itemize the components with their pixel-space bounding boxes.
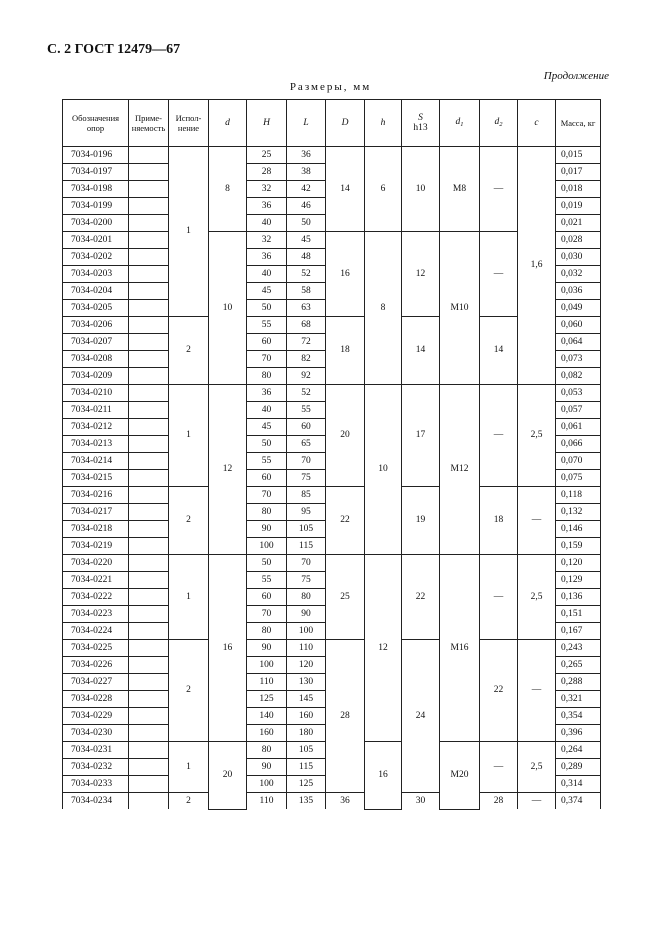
cell-applicability: [129, 521, 169, 538]
cell-designation: 7034-0205: [63, 300, 129, 317]
cell-S: 22: [402, 555, 440, 640]
cell-mass: 0,314: [556, 776, 601, 793]
cell-designation: 7034-0230: [63, 725, 129, 742]
cell-L: 60: [287, 419, 326, 436]
cell-designation: 7034-0213: [63, 436, 129, 453]
cell-H: 100: [247, 538, 287, 555]
cell-L: 180: [287, 725, 326, 742]
cell-mass: 0,057: [556, 402, 601, 419]
cell-L: 110: [287, 640, 326, 657]
cell-H: 80: [247, 742, 287, 759]
cell-D: 36: [326, 793, 365, 810]
cell-applicability: [129, 419, 169, 436]
cell-L: 130: [287, 674, 326, 691]
cell-L: 160: [287, 708, 326, 725]
cell-applicability: [129, 181, 169, 198]
col-S-label: S: [418, 113, 423, 123]
cell-h: 6: [365, 147, 402, 232]
cell-mass: 0,030: [556, 249, 601, 266]
cell-designation: 7034-0198: [63, 181, 129, 198]
cell-H: 45: [247, 419, 287, 436]
cell-d1: M12: [440, 385, 480, 555]
cell-applicability: [129, 470, 169, 487]
cell-S: 10: [402, 147, 440, 232]
cell-mass: 0,396: [556, 725, 601, 742]
cell-mass: 0,082: [556, 368, 601, 385]
table-header-row: [63, 100, 601, 147]
cell-L: 75: [287, 572, 326, 589]
cell-applicability: [129, 385, 169, 402]
cell-mass: 0,049: [556, 300, 601, 317]
cell-c: 2,5: [518, 742, 556, 793]
cell-designation: 7034-0211: [63, 402, 129, 419]
cell-H: 90: [247, 521, 287, 538]
cell-mass: 0,061: [556, 419, 601, 436]
cell-d1: M10: [440, 232, 480, 385]
cell-d1: M16: [440, 555, 480, 742]
cell-applicability: [129, 266, 169, 283]
cell-applicability: [129, 640, 169, 657]
cell-mass: 0,151: [556, 606, 601, 623]
cell-applicability: [129, 351, 169, 368]
cell-applicability: [129, 708, 169, 725]
table-row: [63, 793, 601, 810]
cell-d2: —: [480, 232, 518, 317]
cell-d2: —: [480, 742, 518, 793]
cell-variant: 1: [169, 555, 209, 640]
cell-mass: 0,146: [556, 521, 601, 538]
cell-d: 8: [209, 147, 247, 232]
cell-applicability: [129, 674, 169, 691]
cell-applicability: [129, 725, 169, 742]
cell-d2: 14: [480, 317, 518, 385]
cell-d2: —: [480, 385, 518, 487]
cell-H: 50: [247, 300, 287, 317]
cell-h: 16: [365, 742, 402, 810]
continuation-note: Продолжение: [543, 70, 609, 82]
cell-D: 20: [326, 385, 365, 487]
cell-H: 45: [247, 283, 287, 300]
col-L: L: [287, 100, 326, 147]
cell-L: 42: [287, 181, 326, 198]
cell-designation: 7034-0218: [63, 521, 129, 538]
cell-applicability: [129, 164, 169, 181]
cell-applicability: [129, 215, 169, 232]
cell-designation: 7034-0202: [63, 249, 129, 266]
cell-designation: 7034-0217: [63, 504, 129, 521]
cell-L: 70: [287, 555, 326, 572]
cell-mass: 0,064: [556, 334, 601, 351]
col-d2-label: d: [494, 116, 500, 127]
cell-designation: 7034-0220: [63, 555, 129, 572]
cell-H: 50: [247, 555, 287, 572]
cell-D: 25: [326, 555, 365, 640]
cell-mass: 0,015: [556, 147, 601, 164]
cell-c: 1,6: [518, 147, 556, 385]
cell-L: 105: [287, 521, 326, 538]
col-H: H: [247, 100, 287, 147]
cell-variant: 1: [169, 742, 209, 793]
cell-designation: 7034-0215: [63, 470, 129, 487]
cell-L: 105: [287, 742, 326, 759]
col-S-tolerance: h13: [413, 123, 428, 133]
table-row: [63, 640, 601, 657]
cell-applicability: [129, 300, 169, 317]
cell-c: —: [518, 793, 556, 810]
cell-designation: 7034-0227: [63, 674, 129, 691]
cell-applicability: [129, 249, 169, 266]
cell-H: 100: [247, 776, 287, 793]
cell-L: 72: [287, 334, 326, 351]
cell-applicability: [129, 623, 169, 640]
cell-designation: 7034-0216: [63, 487, 129, 504]
cell-mass: 0,321: [556, 691, 601, 708]
cell-variant: 2: [169, 487, 209, 555]
cell-L: 120: [287, 657, 326, 674]
dimensions-caption: Размеры, мм: [289, 81, 372, 93]
cell-designation: 7034-0204: [63, 283, 129, 300]
cell-designation: 7034-0206: [63, 317, 129, 334]
cell-applicability: [129, 555, 169, 572]
cell-designation: 7034-0228: [63, 691, 129, 708]
cell-c: 2,5: [518, 555, 556, 640]
cell-H: 36: [247, 385, 287, 402]
cell-H: 60: [247, 470, 287, 487]
cell-applicability: [129, 402, 169, 419]
cell-S: 17: [402, 385, 440, 487]
cell-H: 80: [247, 368, 287, 385]
cell-H: 32: [247, 232, 287, 249]
cell-H: 70: [247, 487, 287, 504]
cell-H: 36: [247, 198, 287, 215]
cell-d2: —: [480, 555, 518, 640]
cell-d2: 18: [480, 487, 518, 555]
cell-d2: 28: [480, 793, 518, 810]
cell-S: 19: [402, 487, 440, 555]
cell-mass: 0,289: [556, 759, 601, 776]
cell-S: 12: [402, 232, 440, 317]
cell-designation: 7034-0197: [63, 164, 129, 181]
cell-mass: 0,060: [556, 317, 601, 334]
cell-variant: 1: [169, 385, 209, 487]
cell-mass: 0,120: [556, 555, 601, 572]
cell-applicability: [129, 691, 169, 708]
cell-mass: 0,075: [556, 470, 601, 487]
col-variant: Испол- нение: [169, 100, 209, 147]
cell-applicability: [129, 504, 169, 521]
cell-d1: M8: [440, 147, 480, 232]
cell-L: 85: [287, 487, 326, 504]
cell-H: 55: [247, 572, 287, 589]
cell-L: 125: [287, 776, 326, 793]
cell-designation: 7034-0233: [63, 776, 129, 793]
cell-L: 48: [287, 249, 326, 266]
col-h: h: [365, 100, 402, 147]
cell-H: 32: [247, 181, 287, 198]
cell-H: 100: [247, 657, 287, 674]
cell-d1: M20: [440, 742, 480, 810]
cell-L: 145: [287, 691, 326, 708]
cell-S: 30: [402, 793, 440, 810]
cell-h: 10: [365, 385, 402, 555]
cell-L: 92: [287, 368, 326, 385]
cell-applicability: [129, 368, 169, 385]
cell-mass: 0,018: [556, 181, 601, 198]
cell-applicability: [129, 589, 169, 606]
cell-H: 28: [247, 164, 287, 181]
cell-H: 36: [247, 249, 287, 266]
cell-H: 40: [247, 215, 287, 232]
cell-designation: 7034-0226: [63, 657, 129, 674]
cell-H: 60: [247, 589, 287, 606]
cell-d: 20: [209, 742, 247, 810]
cell-designation: 7034-0225: [63, 640, 129, 657]
col-designation: Обозначения опор: [63, 100, 129, 147]
cell-d2: 22: [480, 640, 518, 742]
col-d1-sub: 1: [460, 120, 464, 128]
cell-L: 90: [287, 606, 326, 623]
cell-designation: 7034-0199: [63, 198, 129, 215]
cell-H: 70: [247, 351, 287, 368]
cell-applicability: [129, 232, 169, 249]
cell-mass: 0,053: [556, 385, 601, 402]
cell-designation: 7034-0219: [63, 538, 129, 555]
cell-applicability: [129, 606, 169, 623]
cell-mass: 0,070: [556, 453, 601, 470]
cell-L: 50: [287, 215, 326, 232]
cell-c: 2,5: [518, 385, 556, 487]
cell-designation: 7034-0208: [63, 351, 129, 368]
cell-designation: 7034-0200: [63, 215, 129, 232]
cell-d2: —: [480, 147, 518, 232]
cell-designation: 7034-0214: [63, 453, 129, 470]
col-applicability: Приме- няемость: [129, 100, 169, 147]
cell-H: 40: [247, 266, 287, 283]
col-D: D: [326, 100, 365, 147]
cell-H: 110: [247, 793, 287, 810]
cell-H: 80: [247, 623, 287, 640]
cell-applicability: [129, 334, 169, 351]
cell-designation: 7034-0229: [63, 708, 129, 725]
cell-L: 65: [287, 436, 326, 453]
table-row: [63, 555, 601, 572]
cell-H: 25: [247, 147, 287, 164]
cell-S: 14: [402, 317, 440, 385]
cell-applicability: [129, 742, 169, 759]
cell-applicability: [129, 572, 169, 589]
cell-mass: 0,036: [556, 283, 601, 300]
cell-L: 135: [287, 793, 326, 810]
cell-applicability: [129, 776, 169, 793]
table-row: [63, 147, 601, 164]
cell-designation: 7034-0201: [63, 232, 129, 249]
cell-L: 115: [287, 759, 326, 776]
cell-applicability: [129, 453, 169, 470]
cell-h: 12: [365, 555, 402, 742]
cell-applicability: [129, 759, 169, 776]
cell-D: 22: [326, 487, 365, 555]
cell-mass: 0,032: [556, 266, 601, 283]
cell-variant: 2: [169, 793, 209, 810]
cell-designation: 7034-0196: [63, 147, 129, 164]
cell-mass: 0,021: [556, 215, 601, 232]
col-d2-sub: 2: [499, 120, 503, 128]
cell-L: 55: [287, 402, 326, 419]
cell-D: 18: [326, 317, 365, 385]
cell-applicability: [129, 657, 169, 674]
cell-designation: 7034-0203: [63, 266, 129, 283]
cell-d: 16: [209, 555, 247, 742]
col-S: [402, 100, 440, 147]
cell-applicability: [129, 487, 169, 504]
cell-mass: 0,264: [556, 742, 601, 759]
cell-mass: 0,132: [556, 504, 601, 521]
cell-H: 55: [247, 317, 287, 334]
cell-designation: 7034-0210: [63, 385, 129, 402]
cell-applicability: [129, 793, 169, 810]
cell-D: 16: [326, 232, 365, 317]
cell-L: 36: [287, 147, 326, 164]
cell-L: 82: [287, 351, 326, 368]
cell-L: 46: [287, 198, 326, 215]
page-header-title: С. 2 ГОСТ 12479—67: [47, 42, 181, 57]
cell-mass: 0,374: [556, 793, 601, 810]
cell-L: 80: [287, 589, 326, 606]
col-mass: Масса, кг: [556, 100, 601, 147]
cell-H: 125: [247, 691, 287, 708]
col-c: c: [518, 100, 556, 147]
cell-variant: 1: [169, 147, 209, 317]
cell-designation: 7034-0224: [63, 623, 129, 640]
cell-H: 55: [247, 453, 287, 470]
cell-designation: 7034-0207: [63, 334, 129, 351]
cell-c: —: [518, 640, 556, 742]
cell-L: 75: [287, 470, 326, 487]
cell-applicability: [129, 147, 169, 164]
cell-mass: 0,028: [556, 232, 601, 249]
cell-h: 8: [365, 232, 402, 385]
cell-d: 12: [209, 385, 247, 555]
cell-mass: 0,159: [556, 538, 601, 555]
cell-applicability: [129, 317, 169, 334]
cell-mass: 0,167: [556, 623, 601, 640]
col-d2: [480, 100, 518, 147]
cell-applicability: [129, 198, 169, 215]
cell-L: 38: [287, 164, 326, 181]
cell-mass: 0,265: [556, 657, 601, 674]
cell-variant: 2: [169, 317, 209, 385]
cell-L: 70: [287, 453, 326, 470]
cell-L: 58: [287, 283, 326, 300]
col-d: d: [209, 100, 247, 147]
cell-designation: 7034-0231: [63, 742, 129, 759]
cell-mass: 0,019: [556, 198, 601, 215]
cell-designation: 7034-0221: [63, 572, 129, 589]
cell-H: 40: [247, 402, 287, 419]
col-d1: [440, 100, 480, 147]
cell-mass: 0,243: [556, 640, 601, 657]
cell-H: 90: [247, 640, 287, 657]
table-row: [63, 385, 601, 402]
cell-L: 45: [287, 232, 326, 249]
cell-applicability: [129, 283, 169, 300]
cell-H: 80: [247, 504, 287, 521]
cell-H: 140: [247, 708, 287, 725]
cell-c: —: [518, 487, 556, 555]
cell-H: 50: [247, 436, 287, 453]
cell-designation: 7034-0234: [63, 793, 129, 810]
cell-d: 10: [209, 232, 247, 385]
cell-designation: 7034-0212: [63, 419, 129, 436]
cell-mass: 0,017: [556, 164, 601, 181]
cell-designation: 7034-0232: [63, 759, 129, 776]
cell-L: 115: [287, 538, 326, 555]
cell-L: 95: [287, 504, 326, 521]
cell-L: 52: [287, 266, 326, 283]
cell-mass: 0,118: [556, 487, 601, 504]
cell-D: 28: [326, 640, 365, 793]
cell-D: 14: [326, 147, 365, 232]
cell-H: 70: [247, 606, 287, 623]
cell-designation: 7034-0222: [63, 589, 129, 606]
support-spec-table: [62, 99, 601, 810]
cell-H: 160: [247, 725, 287, 742]
table-row: [63, 487, 601, 504]
cell-designation: 7034-0209: [63, 368, 129, 385]
cell-applicability: [129, 538, 169, 555]
cell-S: 24: [402, 640, 440, 793]
cell-H: 110: [247, 674, 287, 691]
cell-L: 68: [287, 317, 326, 334]
cell-L: 52: [287, 385, 326, 402]
cell-applicability: [129, 436, 169, 453]
col-d1-label: d: [455, 116, 461, 127]
cell-mass: 0,066: [556, 436, 601, 453]
cell-designation: 7034-0223: [63, 606, 129, 623]
cell-L: 100: [287, 623, 326, 640]
cell-H: 60: [247, 334, 287, 351]
cell-mass: 0,136: [556, 589, 601, 606]
cell-L: 63: [287, 300, 326, 317]
cell-H: 90: [247, 759, 287, 776]
cell-mass: 0,288: [556, 674, 601, 691]
cell-mass: 0,073: [556, 351, 601, 368]
cell-mass: 0,129: [556, 572, 601, 589]
cell-mass: 0,354: [556, 708, 601, 725]
cell-variant: 2: [169, 640, 209, 742]
